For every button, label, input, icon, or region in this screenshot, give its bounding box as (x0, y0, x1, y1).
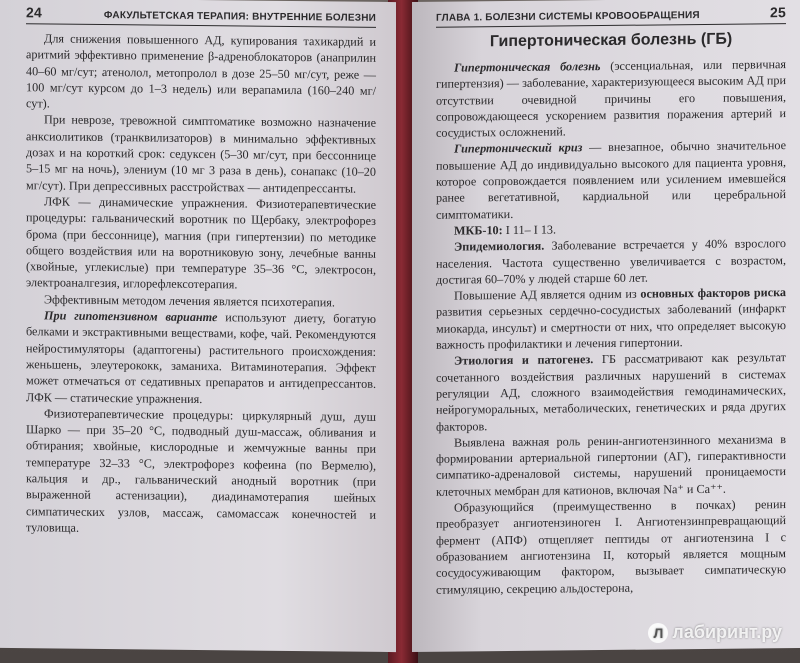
icd-label: МКБ-10: (454, 223, 503, 238)
term-hypertension: Гипертоническая болезнь (454, 59, 601, 75)
left-running-head (26, 4, 376, 28)
risk-text-pre: Повышение АД является одним из (454, 286, 641, 303)
right-running-title: ГЛАВА 1. БОЛЕЗНИ СИСТЕМЫ КРОВООБРАЩЕНИЯ (436, 10, 700, 24)
labirint-logo-icon: Л (648, 623, 668, 643)
epidemiology-text: Заболевание встречается у 40% взрослого населения. Частота существенно увеличивается с возрастом, достигая 60–70% у людей старше 60 лет. (436, 236, 786, 287)
left-paragraph: Для снижения повышенного АД, купирования тахикардий и аритмий эффективно применение β-адреноблокаторов (анаприлин 40–60 мг/сут; атенолол, метопролол в дозе 25–50 мг/сут, реже — 100 мг/сут курсом до 1–3 недель) или верапамила (160–240 мг/сут). (26, 31, 376, 111)
watermark (648, 622, 782, 643)
left-paragraph-hypotensive (26, 307, 376, 408)
definition-paragraph (436, 56, 786, 141)
watermark-text: лабиринт.ру (672, 621, 782, 642)
crisis-text: — внезапное, обычно значительное повышение АД до индивидуально высокого для пациента уровня, которое сопровождается появлением или усилением имевшейся ранее вегетативной, кардиальной или церебральной симптоматики. (436, 138, 786, 222)
icd-codes: I 11– I 13. (502, 222, 557, 238)
right-page (412, 0, 800, 652)
left-running-title: ФАКУЛЬТЕТСКАЯ ТЕРАПИЯ: ВНУТРЕННИЕ БОЛЕЗНИ (103, 10, 376, 24)
right-body (436, 56, 786, 597)
left-paragraph: Физиотерапевтические процедуры: циркулярный душ, душ Шарко — при 35–20 °С, подводный душ-массаж, обливания и обтирания; хвойные, кислородные и жемчужные ванны при температуре 32–33 °С, электрофорез кофеина (по Вермелю), кальция и др., гальванический анодный воротник (при выраженной астенизации), диадинамотерапия шейных симпатических узлов, массаж, самомассаж конечностей и туловища. (26, 406, 376, 535)
hypotensive-lead: При гипотензивном варианте (44, 308, 218, 325)
etiology-text: ГБ рассматривают как результат сочетанного воздействия различных нарушений в системах регуляции АД, сложного взаимодействия гемодинамических, нейрогуморальных, метаболических, генетических и ряда других факторов. (436, 350, 786, 434)
definition-text: (эссенциальная, или первичная гипертензия) — заболевание, характеризующееся высоким АД при отсутствии очевидной причины его повышения, сопровождающееся ускорением развития поражения артерий и сосудистых осложнений. (436, 57, 787, 140)
left-body (26, 30, 376, 539)
epidemiology-label: Эпидемиология. (454, 238, 545, 254)
crisis-paragraph (436, 138, 786, 223)
etiology-label: Этиология и патогенез. (454, 352, 594, 368)
epidemiology-paragraph (436, 235, 786, 288)
left-page (0, 0, 396, 652)
left-paragraph: При неврозе, тревожной симптоматике возможно назначение анксиолитиков (транквилизаторов) в минимально эффективных дозах и на короткий срок: седуксен (5–30 мг/сут, при бессоннице 5–15 мг на ночь), элениум (10 мг 3 раза в день), сонапакс (10–20 мг/сут). При депрессивных расстройствах — антидепрессанты. (26, 112, 376, 196)
left-page-number: 24 (26, 4, 42, 21)
left-paragraph: Эффективным методом лечения является психотерапия. (44, 292, 335, 310)
left-paragraph: ЛФК — динамические упражнения. Физиотерапевтические процедуры: гальванический воротник по Щербаку, электрофорез брома (при бессоннице), магния (при гипертензии) по методике общего воздействия или на воротниковую зону, лечебные ванны (хвойные, углекислые) при температуре 35–36 °С, электросон, электроаналгезия, иглорефлексотерапия. (26, 194, 376, 292)
risk-paragraph (436, 284, 786, 353)
risk-text-post: развития серьезных сердечно-сосудистых заболеваний (инфаркт миокарда, инсульт) и смертности от них, что определяет высокую важность профилактики и лечения гипертонии. (436, 301, 786, 352)
section-heading: Гипертоническая болезнь (ГБ) (489, 30, 733, 51)
risk-term: основных факторов риска (640, 285, 786, 301)
hypotensive-text: используют диету, богатую белками и экстрактивными веществами, кофе, чай. Рекомендуются нейростимуляторы (адаптогены) растительного происхождения: женьшень, элеутерококк, заманиха. Витаминотерапия. Эффект может отмечаться от седативных препаратов и антидепрессантов. ЛФК — статические упражнения. (26, 310, 377, 406)
raas-paragraph: Выявлена важная роль ренин-ангиотензинного механизма в формировании артериальной гипертонии (АГ), гиперактивности симпатико-адреналовой системы, нарушений проницаемости клеточных мембран для катионов, включая Na⁺ и Ca⁺⁺. (436, 431, 786, 499)
etiology-paragraph (436, 349, 786, 434)
right-page-number: 25 (770, 4, 786, 21)
renin-paragraph: Образующийся (преимущественно в почках) ренин преобразует ангиотензиноген I. Ангиотензинпревращающий фермент (АПФ) отщепляет пептиды от ангиотензина I с образованием ангиотензина II, который является мощным сосудосуживающим фактором, вызывает симпатическую стимуляцию, секрецию альдостерона, (436, 497, 786, 597)
term-crisis: Гипертонический криз (454, 140, 583, 157)
right-running-head (436, 4, 786, 28)
